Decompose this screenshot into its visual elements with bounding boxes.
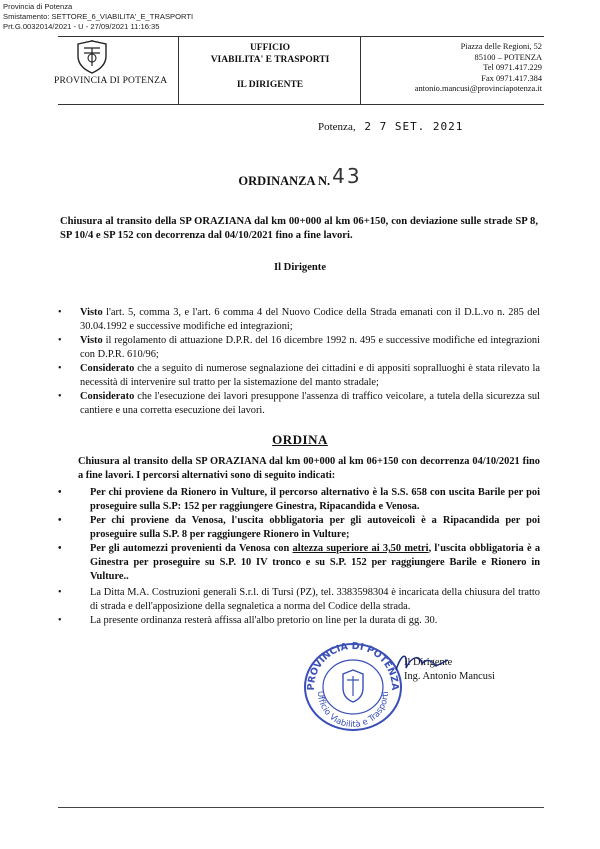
signature-block: [404, 656, 495, 684]
footer-rule: [58, 807, 544, 808]
bullet-icon: •: [58, 515, 62, 526]
date-value: 2 7 SET. 2021: [364, 120, 464, 133]
order-text: Per chi proviene da Venosa, l'uscita obbligatoria per gli autoveicoli è a Ripacandida per poi proseguire sulla S.P. 8 per raggiungere Rionero in Vulture;: [90, 515, 540, 540]
date-place: Potenza,: [318, 121, 356, 133]
address-city: 85100 – POTENZA: [474, 52, 542, 62]
bullet-icon: •: [58, 615, 62, 626]
header-dirigente: IL DIRIGENTE: [236, 80, 304, 90]
office-line-1: UFFICIO: [249, 43, 291, 53]
il-dirigente-heading: Il Dirigente: [273, 262, 327, 273]
order-text-underlined: altezza superiore ai 3,50 metri: [292, 543, 429, 554]
official-stamp-icon: [300, 640, 406, 732]
bullet-icon: •: [58, 391, 62, 402]
order-item: [58, 542, 541, 584]
premise-text: che l'esecuzione dei lavori presuppone l'assenza di traffico veicolare, a tutela della sicurezza sul cantiere e una corretta esecuzione dei lavori.: [80, 391, 540, 416]
header-top-rule: [58, 36, 544, 37]
ordina-heading: ORDINA: [272, 432, 328, 447]
order-intro: Chiusura al transito della SP ORAZIANA dal km 00+000 al km 06+150 con decorrenza 04/10/2021 fino a fine lavori. I percorsi alternativi sono di seguito indicati:: [78, 456, 540, 481]
handwritten-signature-icon: [392, 650, 452, 676]
order-text: La presente ordinanza resterà affissa all'albo pretorio on line per la durata di gg. 30.: [90, 615, 438, 626]
address-fax: Fax 0971.417.384: [481, 73, 542, 83]
premise-item: [58, 334, 540, 362]
order-text-after: , l'uscita obbligatoria è a Ginestra per proseguire su S.P. 10 IV tronco e su S.P. 152 per raggiungere Barile e Rionero in Vulture..: [90, 543, 541, 582]
header-divider-right: [360, 36, 361, 104]
order-item: [58, 614, 540, 628]
address-tel: Tel 0971.417.229: [483, 63, 542, 73]
svg-text:Ufficio Viabilità e Trasporti: [315, 691, 391, 730]
bullet-icon: •: [58, 543, 62, 554]
premise-lead: Visto: [80, 335, 103, 346]
premise-lead: Visto: [80, 307, 103, 318]
bullet-icon: •: [58, 335, 62, 346]
date-line: [318, 120, 463, 133]
ordinance-number: 43: [332, 164, 362, 188]
protocol-line-2: Smistamento: SETTORE_6_VIABILITA'_E_TRASPORTI: [3, 12, 194, 21]
protocol-line-1: Provincia di Potenza: [3, 2, 73, 11]
order-text-before: Per gli automezzi provenienti da Venosa con: [90, 543, 293, 554]
office-name: [190, 42, 350, 66]
province-name: PROVINCIA DI POTENZA: [54, 76, 168, 86]
protocol-stamp: [3, 2, 193, 32]
premise-item: [58, 362, 540, 390]
order-text: La Ditta M.A. Costruzioni generali S.r.l. di Tursi (PZ), tel. 3383598304 è incaricata della chiusura del tratto di strada e dell'apposizione della segnaletica a norma del Codice della strada.: [90, 587, 540, 612]
premise-lead: Considerato: [80, 391, 135, 402]
address-street: Piazza delle Regioni, 52: [460, 42, 542, 51]
premise-text: il regolamento di attuazione D.P.R. del 16 dicembre 1992 n. 495 e successive modifiche ed integrazioni con D.P.R. 610/96;: [80, 335, 540, 360]
bullet-icon: •: [58, 363, 62, 374]
bullet-icon: •: [58, 587, 62, 598]
office-line-2: VIABILITA' E TRASPORTI: [210, 55, 330, 65]
header-bottom-rule: [58, 104, 544, 105]
premise-lead: Considerato: [80, 363, 135, 374]
address-email: antonio.mancusi@provinciapotenza.it: [414, 84, 542, 94]
ordinance-title-text: ORDINANZA N.: [238, 174, 331, 188]
address-block: [415, 42, 542, 95]
premise-item: [58, 390, 540, 418]
premise-item: [58, 306, 540, 334]
header-divider-left: [178, 36, 179, 104]
bullet-icon: •: [58, 307, 62, 318]
ordinance-title: [0, 166, 600, 190]
bullet-icon: •: [58, 487, 62, 498]
stamp-outer-text: PROVINCIA DI POTENZA: [305, 640, 401, 691]
signature-name: Ing. Antonio Mancusi: [404, 671, 495, 682]
order-item: [58, 514, 540, 542]
order-item: [58, 486, 540, 514]
premise-text: l'art. 5, comma 3, e l'art. 6 comma 4 del Nuovo Codice della Strada emanati con il D.L.vo n. 285 del 30.04.1992 e successive modifiche ed integrazioni;: [80, 307, 540, 332]
order-item: [58, 586, 540, 614]
order-text: Per chi proviene da Rionero in Vulture, il percorso alternativo è la S.S. 658 con uscita Barile per poi proseguire sulla S.P: 152 per raggiungere Ginestra, Ripacandida e Venosa.: [90, 487, 540, 512]
stamp-inner-text: Ufficio Viabilità e Trasporti: [314, 690, 392, 731]
ordinance-subject: Chiusura al transito della SP ORAZIANA dal km 00+000 al km 06+150, con deviazione sulle strade SP 8, SP 10/4 e SP 152 con decorrenza dal 04/10/2021 fino a fine lavori.: [60, 216, 538, 241]
premise-text: che a seguito di numerose segnalazione dei cittadini e di appositi sopralluoghi è stata rilevato la necessità di intervenire sul tratto per la sistemazione del manto stradale;: [80, 363, 540, 388]
protocol-line-3: Prt.G.0032014/2021 - U - 27/09/2021 11:16:35: [3, 22, 160, 31]
signature-title: Il Dirigente: [404, 657, 453, 668]
